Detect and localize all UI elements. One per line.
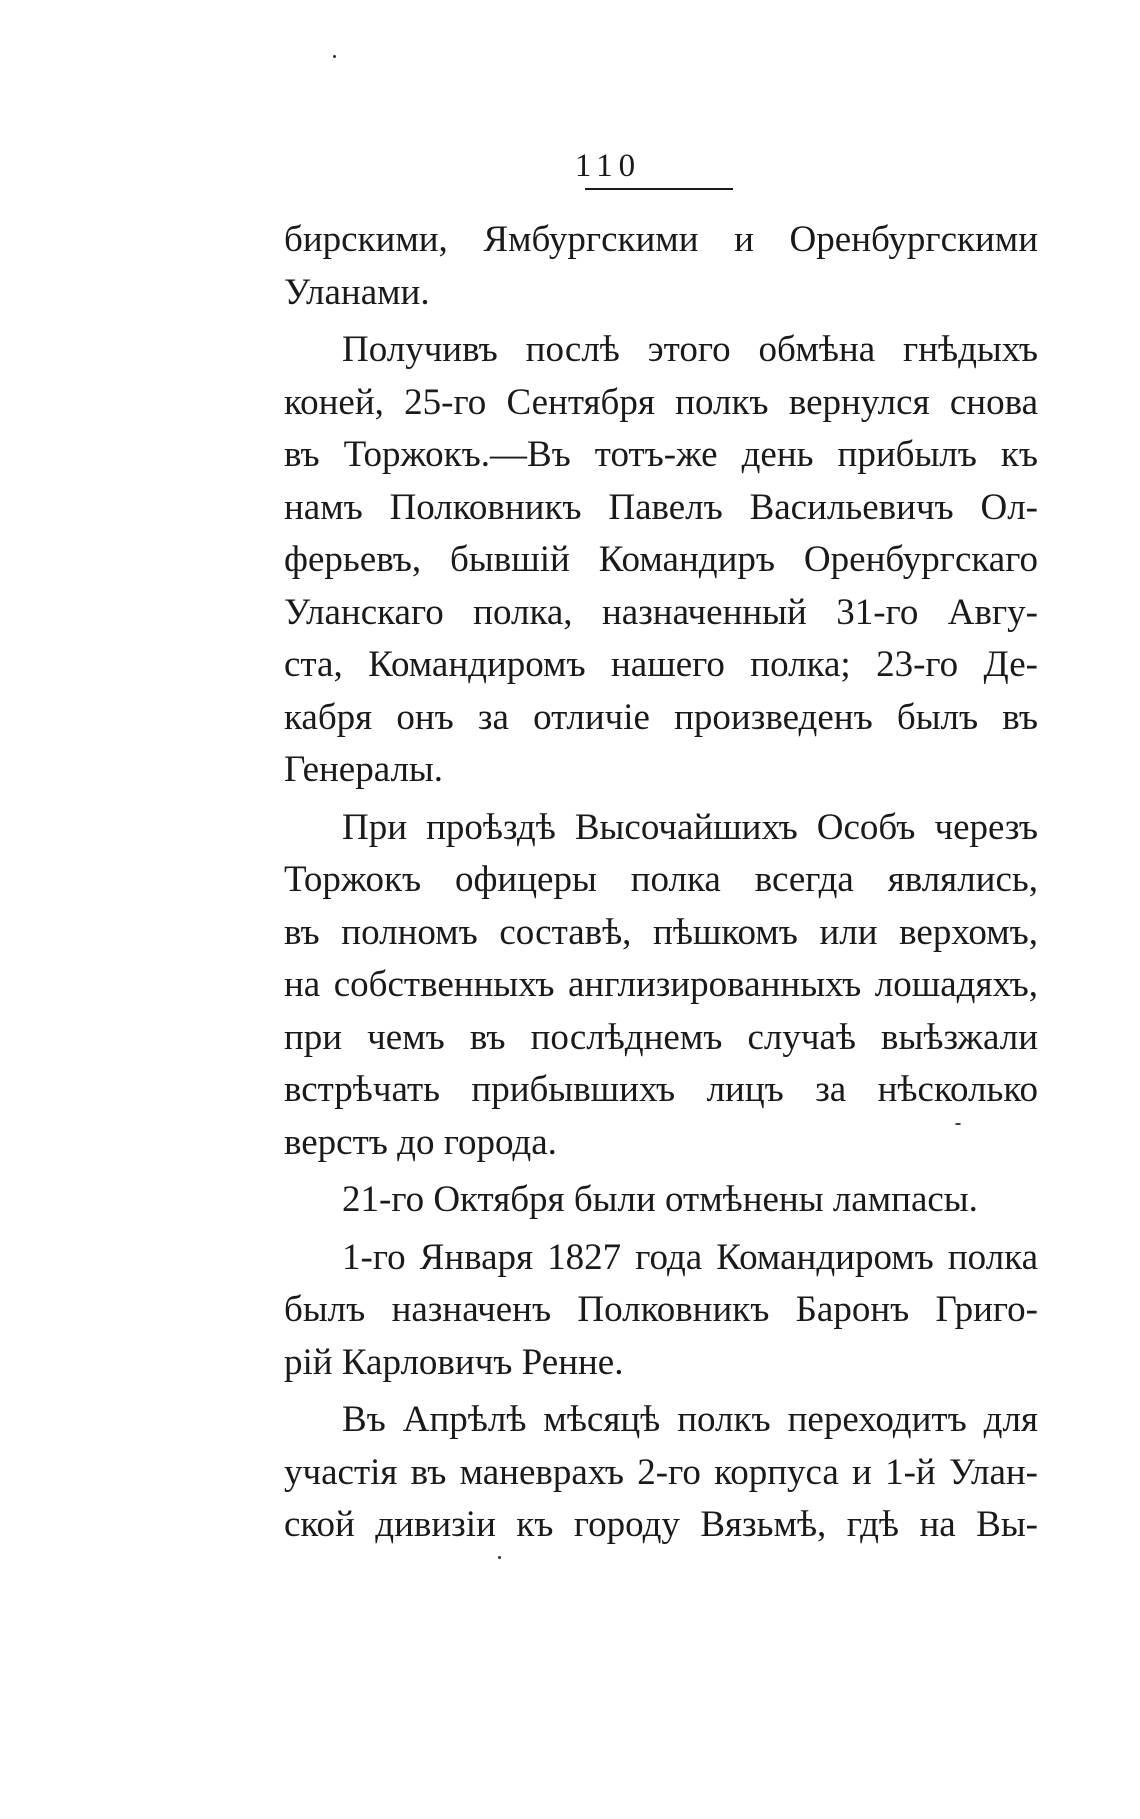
text-line: При проѣздѣ Высочайшихъ Особъ черезъ <box>342 806 1038 848</box>
text-line: Получивъ послѣ этого обмѣна гнѣдыхъ <box>342 329 1038 370</box>
text-line: Уланами. <box>284 271 430 313</box>
text-line: намъ Полковникъ Павелъ Васильевичъ Ол- <box>284 486 1038 528</box>
text-line: участія въ маневрахъ 2-го корпуса и 1-й Улан- <box>284 1451 1038 1493</box>
text-line: рій Карловичъ Ренне. <box>284 1341 624 1383</box>
text-line: ской дивизіи къ городу Вязьмѣ, гдѣ на Вы- <box>284 1504 1038 1545</box>
text-line: коней, 25-го Сентября полкъ вернулся снова <box>284 381 1038 423</box>
text-line: Генералы. <box>284 749 444 790</box>
print-speck <box>498 1556 501 1559</box>
text-line: ста, Командиромъ нашего полка; 23-го Де- <box>284 644 1038 685</box>
text-line: верстъ до города. <box>284 1121 557 1163</box>
text-line: на собственныхъ англизированныхъ лошадяхъ, <box>284 964 1038 1005</box>
text-line: 1-го Января 1827 года Командиромъ полка <box>342 1236 1038 1278</box>
text-line: бирскими, Ямбургскими и Оренбургскими <box>284 219 1038 260</box>
text-line: встрѣчать прибывшихъ лицъ за нѣсколько <box>284 1069 1038 1110</box>
body-text <box>284 214 1038 1552</box>
text-line: кабря онъ за отличіе произведенъ былъ въ <box>284 696 1038 738</box>
text-line: 21-го Октября были отмѣнены лампасы. <box>342 1179 978 1220</box>
page-number: 110 <box>574 148 642 184</box>
text-line: ферьевъ, бывшій Командиръ Оренбургскаго <box>284 539 1038 580</box>
header-rule <box>585 188 733 190</box>
text-line: при чемъ въ послѣднемъ случаѣ выѣзжали <box>284 1016 1038 1058</box>
text-line: Торжокъ офицеры полка всегда являлись, <box>284 859 1038 900</box>
text-line: Уланскаго полка, назначенный 31-го Авгу- <box>284 591 1038 633</box>
text-line: былъ назначенъ Полковникъ Баронъ Григо- <box>284 1289 1038 1330</box>
text-line: въ полномъ составѣ, пѣшкомъ или верхомъ, <box>284 911 1038 953</box>
print-speck <box>333 55 336 58</box>
text-line: въ Торжокъ.—Въ тотъ-же день прибылъ къ <box>284 434 1038 475</box>
text-line: Въ Апрѣлѣ мѣсяцѣ полкъ переходитъ для <box>342 1399 1038 1440</box>
